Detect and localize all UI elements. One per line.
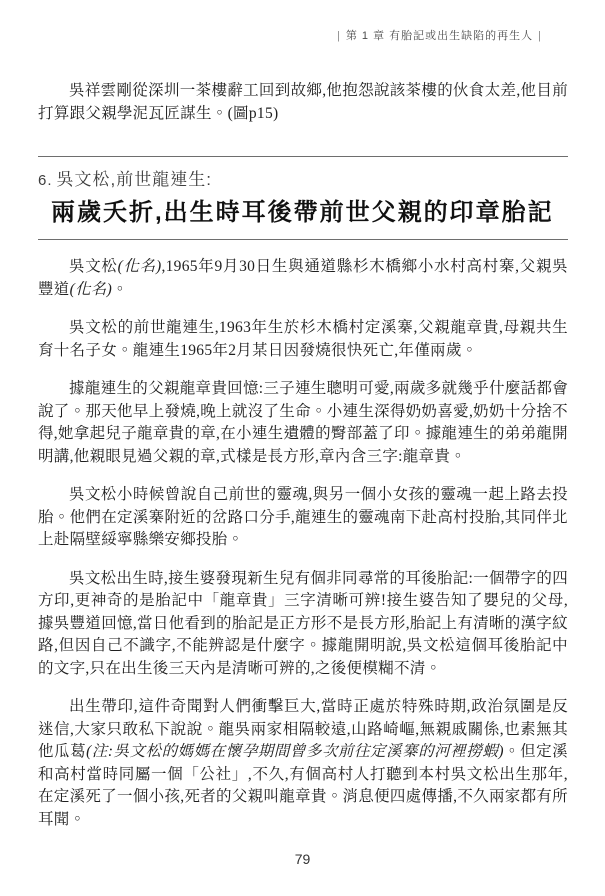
running-header: [332, 27, 547, 43]
intro-paragraph: 吳祥雲剛從深圳一茶樓辭工回到故鄉,他抱怨說該茶樓的伙食太差,他目前打算跟父親學泥瓦匠謀生。(圖p15): [38, 82, 568, 122]
section-subtitle: [38, 169, 568, 192]
section-number: 6.: [38, 172, 53, 189]
paragraph-news-spread: [38, 696, 568, 831]
paragraph-birthmark: 吳文松出生時,接生婆發現新生兒有個非同尋常的耳後胎記:一個帶字的四方印,更神奇的是胎記中「龍章貴」三字清晰可辨!接生婆告知了嬰兒的父母,據吳豐道回憶,當日他看到的胎記是正方形不是長方形,胎記上有清晰的漢字紋路,但因自己不識字,不能辨認是什麼字。據龍開明說,吳文松這個耳後胎記中的文字,只在出生後三天內是清晰可辨的,之後便模糊不清。: [38, 569, 568, 677]
paragraph-past-life: 吳文松的前世龍連生,1963年生於杉木橋村定溪寨,父親龍章貴,母親共生育十名子女。龍連生1965年2月某日因發燒很快死亡,年僅兩歲。: [38, 319, 568, 359]
text-run: 吳文松: [69, 258, 118, 275]
section-subtitle-text: 吳文松,前世龍連生:: [56, 170, 212, 189]
author-note: (注:吳文松的媽媽在懷孕期間曾多次前往定溪寨的河裡撈蝦): [86, 743, 504, 760]
text-run: ,1965年9月30日生與通道縣杉木橋鄉小水村高村寨,父親吳豐道: [38, 258, 568, 298]
text-run: 。但定溪和高村當時同屬一個「公社」,不久,有個高村人打聽到本村吳文松出生那年,在定溪死了一個小孩,死者的父親叫龍章貴。消息便四處傳播,不久兩家都有所耳聞。: [38, 743, 569, 828]
pseudonym-note: (化名): [69, 280, 113, 298]
header-bar-right-icon: |: [538, 30, 542, 42]
header-bar-left-icon: |: [336, 30, 341, 42]
page-number: 79: [294, 851, 311, 867]
chapter-header-text: 第 1 章 有胎記或出生缺陷的再生人: [345, 30, 534, 42]
page-content: [38, 42, 568, 831]
text-run: 出生帶印,這件奇聞對人們衝擊巨大,當時正處於特殊時期,政治氛圍是反迷信,大家只敢私下說說。龍吳兩家相隔較遠,山路崎嶇,無親戚關係,也素無其他瓜葛: [38, 698, 568, 760]
paragraph-father-memory: 據龍連生的父親龍章貴回憶:三子連生聰明可愛,兩歲多就幾乎什麼話都會說了。那天他早上發燒,晚上就沒了生命。小連生深得奶奶喜愛,奶奶十分捨不得,她拿起兒子龍章貴的章,在小連生遺體的臀部蓋了印。據龍連生的弟弟龍開明講,他親眼見過父親的章,式樣是長方形,章內含三字:龍章貴。: [38, 380, 568, 465]
section-heading: [38, 156, 568, 240]
section-title: 兩歲夭折,出生時耳後帶前世父親的印章胎記: [51, 199, 554, 226]
text-run: 。: [112, 280, 128, 298]
paragraph-birth-info: [38, 256, 568, 301]
paragraph-soul-journey: 吳文松小時候曾說自己前世的靈魂,與另一個小女孩的靈魂一起上路去投胎。他們在定溪寨附近的岔路口分手,龍連生的靈魂南下赴高村投胎,其同伴北上赴隔壁綏寧縣樂安鄉投胎。: [38, 486, 568, 548]
pseudonym-note: (化名): [117, 258, 162, 275]
